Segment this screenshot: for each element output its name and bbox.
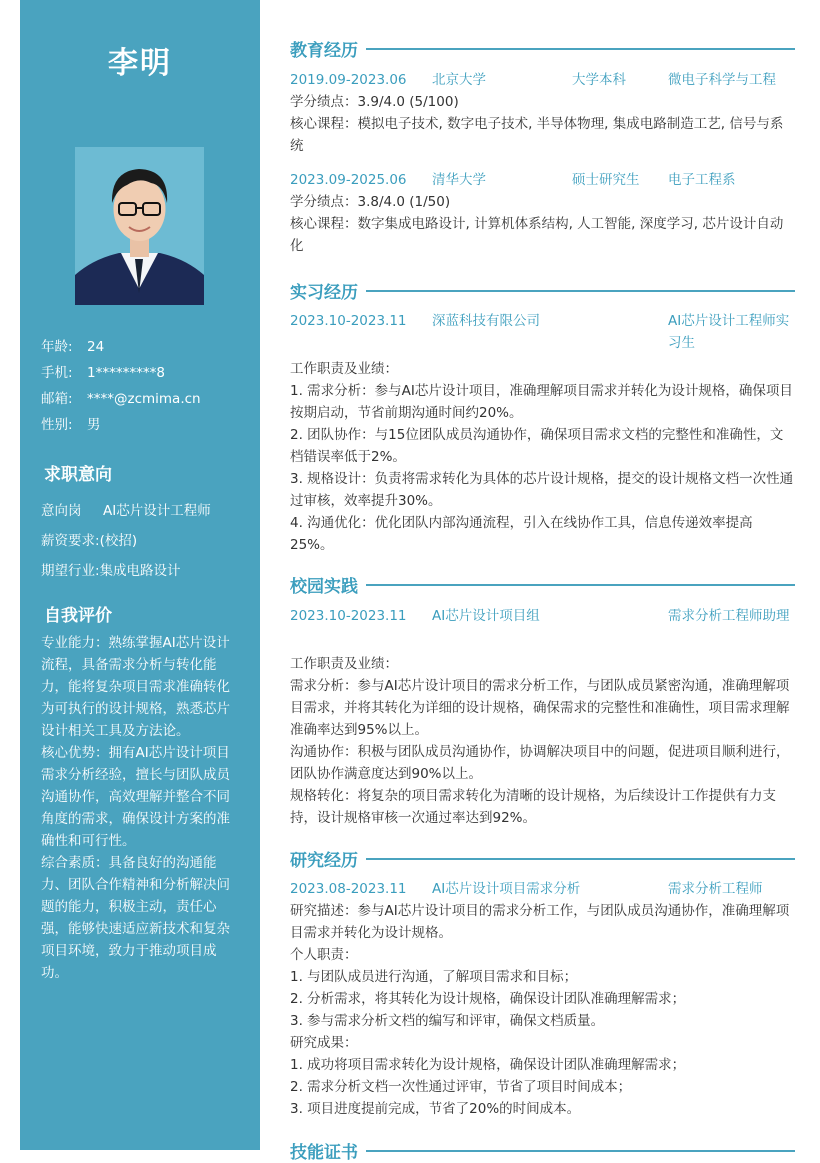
gpa: 学分绩点：3.8/4.0 (1/50) (290, 194, 451, 210)
research-entry (290, 878, 795, 1120)
internship-section-header (290, 278, 795, 302)
gpa: 学分绩点：3.9/4.0 (5/100) (290, 94, 459, 110)
entry-header: 2023.10-2023.11 AI芯片设计项目组 需求分析工程师助理 (290, 608, 790, 624)
info-phone: 手机: 1*********8 (41, 365, 165, 381)
duty-line: 2. 团队协作：与15位团队成员沟通协作，确保项目需求文档的完整性和准确性，文档错误率低于2%。 (290, 427, 784, 465)
info-age: 年龄: 24 (41, 339, 105, 355)
self-evaluation (41, 632, 243, 984)
duty-line: 规格转化：将复杂的项目需求转化为清晰的设计规格，为后续设计工作提供有力支持，设计规格审核一次通过率达到92%。 (290, 788, 776, 826)
research-line: 研究成果： (290, 1035, 358, 1051)
research-section-header (290, 846, 795, 870)
internship-entry (290, 310, 795, 556)
research-line: 研究描述：参与AI芯片设计项目的需求分析工作，与团队成员沟通协作，准确理解项目需求并转化为设计规格。 (290, 903, 790, 941)
section-title: 实习经历 (290, 282, 358, 303)
research-line: 3. 参与需求分析文档的编写和评审，确保文档质量。 (290, 1013, 605, 1029)
duty-line: 3. 规格设计：负责将需求转化为具体的芯片设计规格，提交的设计规格文档一次性通过审核，效率提升30%。 (290, 471, 794, 509)
basic-info (41, 334, 251, 438)
courses: 核心课程：数字集成电路设计, 计算机体系结构, 人工智能, 深度学习, 芯片设计自动化 (290, 216, 784, 254)
education-entry (290, 69, 795, 157)
research-line: 3. 项目进度提前完成，节省了20%的时间成本。 (290, 1101, 581, 1117)
intent-industry: 期望行业:集成电路设计 (41, 563, 181, 579)
job-intent (41, 496, 256, 586)
research-line: 1. 成功将项目需求转化为设计规格，确保设计团队准确理解需求； (290, 1057, 686, 1073)
duty-line: 工作职责及业绩： (290, 656, 398, 672)
education-entry (290, 169, 795, 257)
intent-heading: 求职意向 (44, 465, 112, 485)
section-title: 校园实践 (290, 576, 358, 597)
self-eval-heading: 自我评价 (44, 606, 112, 626)
campus-section-header (290, 572, 795, 596)
research-line: 2. 需求分析文档一次性通过评审，节省了项目时间成本； (290, 1079, 632, 1095)
profile-photo (75, 147, 204, 305)
sidebar (20, 0, 260, 1150)
duty-line: 需求分析：参与AI芯片设计项目的需求分析工作，与团队成员紧密沟通，准确理解项目需求，并将其转化为详细的设计规格，确保需求的完整性和准确性，项目需求理解准确率达到95%以上。 (290, 678, 790, 738)
candidate-name: 李明 (108, 46, 172, 81)
divider (366, 1150, 795, 1152)
duty-line: 工作职责及业绩： (290, 361, 398, 377)
divider (366, 290, 795, 292)
section-title: 教育经历 (290, 40, 358, 61)
research-line: 个人职责： (290, 947, 358, 963)
education-section-header (290, 36, 795, 60)
info-gender: 性别: 男 (41, 417, 101, 433)
intent-salary: 薪资要求:(校招) (41, 533, 138, 549)
duty-line: 1. 需求分析：参与AI芯片设计项目，准确理解项目需求并转化为设计规格，确保项目按期启动，节省前期沟通时间约20%。 (290, 383, 793, 421)
research-line: 1. 与团队成员进行沟通，了解项目需求和目标； (290, 969, 578, 985)
divider (366, 48, 795, 50)
section-title: 技能证书 (290, 1142, 358, 1163)
campus-entry (290, 605, 795, 829)
section-title: 研究经历 (290, 850, 358, 871)
self-eval-paragraph: 核心优势：拥有AI芯片设计项目需求分析经验，擅长与团队成员沟通协作，高效理解并整合不同角度的需求，确保设计方案的准确性和可行性。 (41, 745, 230, 849)
info-email: 邮箱: ****@zcmima.cn (41, 391, 201, 407)
entry-header: 2023.10-2023.11 深蓝科技有限公司 AI芯片设计工程师实习生 (290, 313, 790, 351)
duty-line: 沟通协作：积极与团队成员沟通协作，协调解决项目中的问题，促进项目顺利进行，团队协作满意度达到90%以上。 (290, 744, 790, 782)
research-line: 2. 分析需求，将其转化为设计规格，确保设计团队准确理解需求； (290, 991, 686, 1007)
entry-header: 2019.09-2023.06 北京大学 大学本科 微电子科学与工程 (290, 72, 776, 88)
skills-section-header (290, 1138, 795, 1162)
divider (366, 858, 795, 860)
entry-header: 2023.09-2025.06 清华大学 硕士研究生 电子工程系 (290, 172, 736, 188)
self-eval-paragraph: 综合素质：具备良好的沟通能力、团队合作精神和分析解决问题的能力，积极主动，责任心强，能够快速适应新技术和复杂项目环境，致力于推动项目成功。 (41, 855, 230, 981)
courses: 核心课程：模拟电子技术, 数字电子技术, 半导体物理, 集成电路制造工艺, 信号与系统 (290, 116, 784, 154)
divider (366, 584, 795, 586)
intent-position: 意向岗 AI芯片设计工程师 (41, 503, 211, 519)
self-eval-paragraph: 专业能力：熟练掌握AI芯片设计流程，具备需求分析与转化能力，能将复杂项目需求准确转化为可执行的设计规格，熟悉芯片设计相关工具及方法论。 (41, 635, 230, 739)
entry-header: 2023.08-2023.11 AI芯片设计项目需求分析 需求分析工程师 (290, 881, 763, 897)
duty-line: 4. 沟通优化：优化团队内部沟通流程，引入在线协作工具，信息传递效率提高25%。 (290, 515, 753, 553)
